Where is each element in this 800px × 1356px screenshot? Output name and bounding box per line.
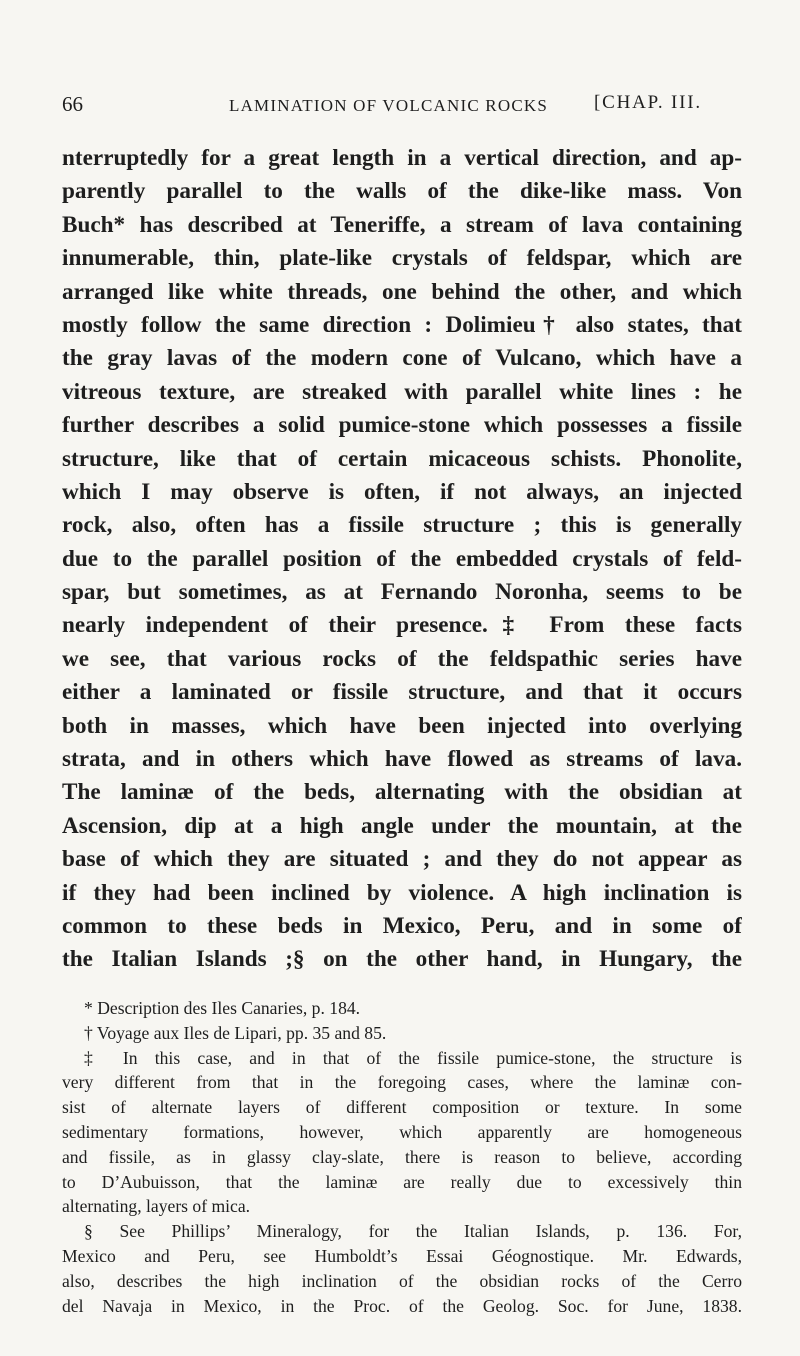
footnote-line: * Description des Iles Canaries, p. 184. xyxy=(84,998,361,1018)
body-line: rock, also, often has a fissile structure ; this is generally xyxy=(62,512,742,539)
body-line: common to these beds in Mexico, Peru, and in some of xyxy=(62,912,742,939)
body-line: if they had been inclined by violence. A high inclination is xyxy=(62,879,742,906)
footnote-line: Mexico and Peru, see Humboldt’s Essai Géognostique. Mr. Edwards, xyxy=(62,1245,742,1266)
footnote-line: sedimentary formations, however, which apparently are homogeneous xyxy=(62,1121,742,1142)
body-line: nterruptedly for a great length in a vertical direction, and ap- xyxy=(62,145,742,171)
body-line: arranged like white threads, one behind the other, and which xyxy=(62,278,742,305)
body-text xyxy=(62,142,742,977)
footnote-line: † Voyage aux Iles de Lipari, pp. 35 and 85. xyxy=(84,1022,387,1043)
body-line: The laminæ of the beds, alternating with the obsidian at xyxy=(62,779,742,806)
body-line: base of which they are situated ; and they do not appear as xyxy=(62,846,742,873)
footnote-line: and fissile, as in glassy clay-slate, there is reason to believe, according xyxy=(62,1146,742,1167)
footnotes xyxy=(62,996,742,1318)
body-line: structure, like that of certain micaceous schists. Phonolite, xyxy=(62,445,742,472)
body-line: the Italian Islands ;§ on the other hand, in Hungary, the xyxy=(62,946,742,973)
body-line: either a laminated or fissile structure, and that it occurs xyxy=(62,679,742,706)
footnote-line: ‡ In this case, and in that of the fissile pumice-stone, the structure is xyxy=(84,1047,742,1068)
body-line: Buch* has described at Teneriffe, a stream of lava containing xyxy=(62,211,742,238)
body-line: due to the parallel position of the embedded crystals of feld- xyxy=(62,545,742,572)
body-line: which I may observe is often, if not always, an injected xyxy=(62,478,742,505)
body-line: we see, that various rocks of the feldspathic series have xyxy=(62,645,742,672)
body-line: further describes a solid pumice-stone which possesses a fissile xyxy=(62,412,742,439)
body-line: vitreous texture, are streaked with parallel white lines : he xyxy=(62,378,742,405)
footnote-line: del Navaja in Mexico, in the Proc. of the Geolog. Soc. for June, 1838. xyxy=(62,1295,742,1316)
body-line: spar, but sometimes, as at Fernando Noronha, seems to be xyxy=(62,579,742,606)
footnote-line: also, describes the high inclination of the obsidian rocks of the Cerro xyxy=(62,1270,742,1291)
footnote-line: § See Phillips’ Mineralogy, for the Italian Islands, p. 136. For, xyxy=(84,1221,742,1242)
footnote-line: sist of alternate layers of different composition or texture. In some xyxy=(62,1097,742,1118)
body-line: Ascension, dip at a high angle under the mountain, at the xyxy=(62,812,742,839)
body-line: nearly independent of their presence.‡ From these facts xyxy=(62,612,742,639)
body-line: innumerable, thin, plate-like crystals of feldspar, which are xyxy=(62,245,742,272)
body-line: both in masses, which have been injected into overlying xyxy=(62,712,742,739)
body-line: parently parallel to the walls of the dike-like mass. Von xyxy=(62,178,742,205)
chapter-label: [CHAP. III. xyxy=(594,92,702,113)
footnote-line: to D’Aubuisson, that the laminæ are really due to excessively thin xyxy=(62,1171,742,1192)
body-line: strata, and in others which have flowed as streams of lava. xyxy=(62,746,742,773)
footnote-line: alternating, layers of mica. xyxy=(62,1196,251,1217)
page-number: 66 xyxy=(62,92,83,116)
footnote-line: very different from that in the foregoing cases, where the laminæ con- xyxy=(62,1072,742,1093)
page-header xyxy=(62,92,742,126)
body-line: the gray lavas of the modern cone of Vulcano, which have a xyxy=(62,345,742,372)
running-title: LAMINATION OF VOLCANIC ROCKS xyxy=(229,96,548,115)
body-line: mostly follow the same direction : Dolimieu† also states, that xyxy=(62,311,742,338)
